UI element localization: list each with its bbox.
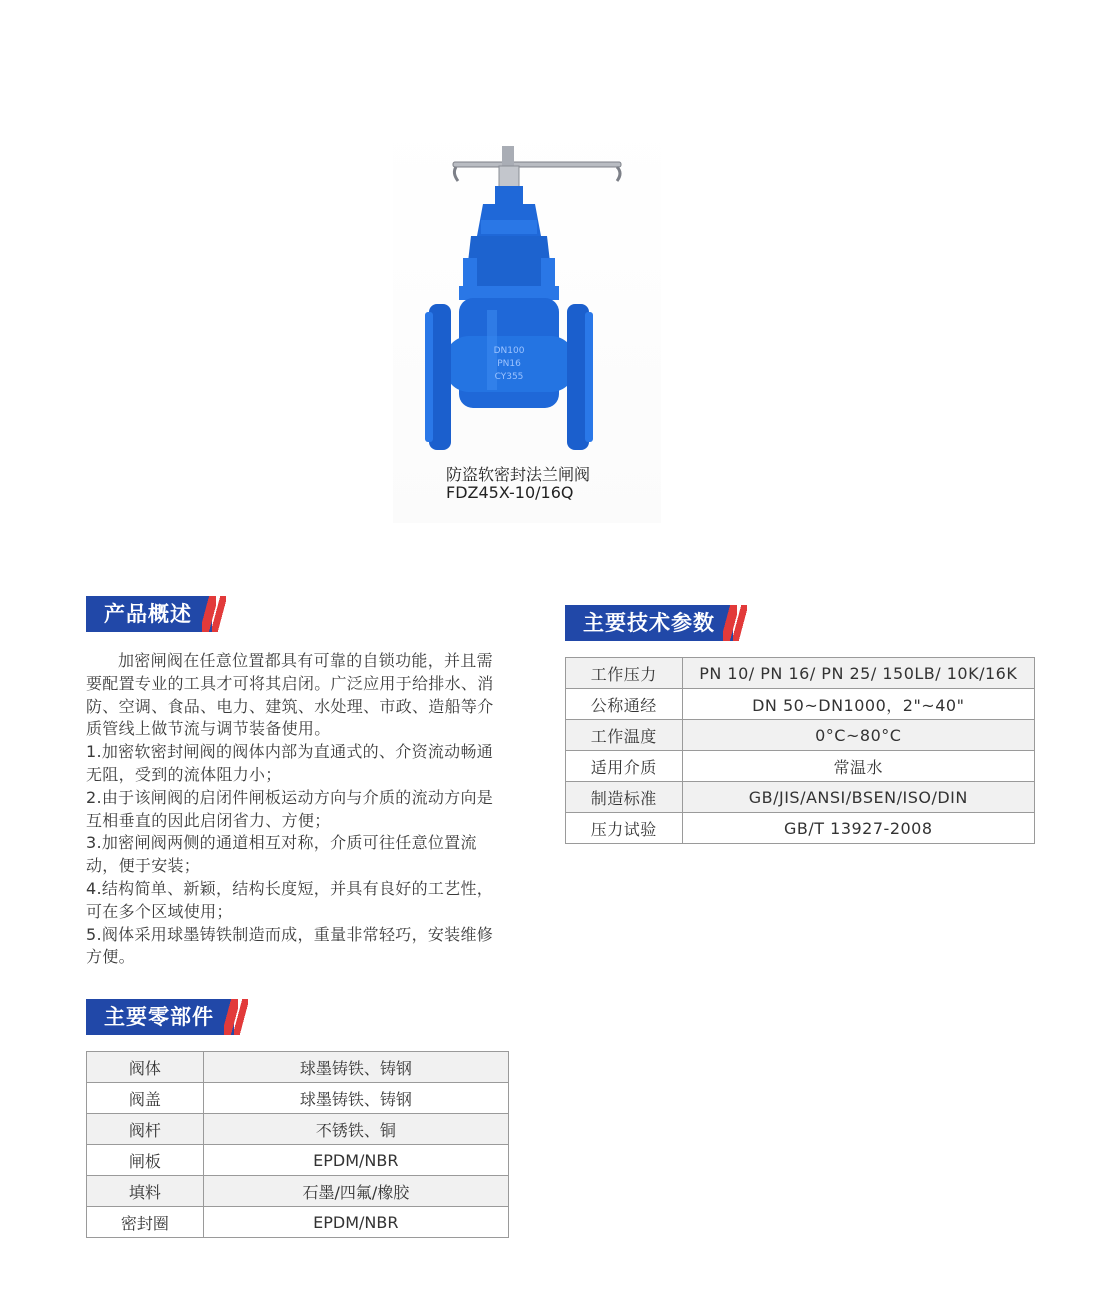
param-name: 工作压力	[566, 658, 683, 689]
table-row	[87, 1083, 509, 1114]
param-name: 制造标准	[566, 782, 683, 813]
param-value: GB/T 13927-2008	[682, 813, 1034, 844]
overview-text	[86, 650, 506, 969]
part-material: EPDM/NBR	[203, 1207, 508, 1238]
param-value: GB/JIS/ANSI/BSEN/ISO/DIN	[682, 782, 1034, 813]
part-name: 阀杆	[87, 1114, 204, 1145]
overview-point: 3.加密闸阀两侧的通道相互对称，介质可往任意位置流动，便于安装；	[86, 833, 477, 876]
table-row	[87, 1052, 509, 1083]
param-name: 公称通经	[566, 689, 683, 720]
param-value: 常温水	[682, 751, 1034, 782]
body-mark-code: CY355	[494, 372, 524, 382]
part-name: 填料	[87, 1176, 204, 1207]
overview-title: 产品概述	[104, 602, 192, 626]
part-material: 不锈铁、铜	[203, 1114, 508, 1145]
params-title: 主要技术参数	[583, 611, 715, 635]
overview-intro: 加密闸阀在任意位置都具有可靠的自锁功能，并且需要配置专业的工具才可将其启闭。广泛应用于给排水、消防、空调、食品、电力、建筑、水处理、市政、造船等介质管线上做节流与调节装备使用。	[86, 651, 494, 739]
table-row	[566, 813, 1035, 844]
overview-point: 5.阀体采用球墨铸铁制造而成，重量非常轻巧，安装维修方便。	[86, 924, 494, 967]
part-name: 闸板	[87, 1145, 204, 1176]
part-material: 球墨铸铁、铸钢	[203, 1052, 508, 1083]
part-name: 阀盖	[87, 1083, 204, 1114]
table-row	[87, 1114, 509, 1145]
table-row	[87, 1145, 509, 1176]
parts-title-tag	[86, 999, 234, 1035]
body-mark-dn: DN100	[493, 346, 525, 356]
param-name: 适用介质	[566, 751, 683, 782]
overview-point: 2.由于该闸阀的启闭件闸板运动方向与介质的流动方向是互相垂直的因此启闭省力、方便；	[86, 787, 494, 830]
table-row	[87, 1176, 509, 1207]
table-row	[566, 782, 1035, 813]
table-row	[87, 1207, 509, 1238]
table-row	[566, 720, 1035, 751]
part-material: 石墨/四氟/橡胶	[203, 1176, 508, 1207]
parts-table	[86, 1051, 509, 1238]
table-row	[566, 689, 1035, 720]
part-material: 球墨铸铁、铸钢	[203, 1083, 508, 1114]
overview-point: 1.加密软密封闸阀的阀体内部为直通式的、介资流动畅通无阻，受到的流体阻力小；	[86, 742, 494, 784]
params-title-tag	[565, 605, 733, 641]
part-name: 阀体	[87, 1052, 204, 1083]
table-row	[566, 751, 1035, 782]
parts-title: 主要零部件	[104, 1005, 214, 1029]
param-value: 0°C~80°C	[682, 720, 1034, 751]
param-value: PN 10/ PN 16/ PN 25/ 150LB/ 10K/16K	[682, 658, 1034, 689]
param-name: 压力试验	[566, 813, 683, 844]
product-caption	[446, 466, 590, 502]
part-name: 密封圈	[87, 1207, 204, 1238]
param-value: DN 50~DN1000，2"~40"	[682, 689, 1034, 720]
product-model: FDZ45X-10/16Q	[446, 483, 574, 502]
body-mark-pn: PN16	[497, 359, 521, 369]
overview-point: 4.结构简单、新颖，结构长度短，并具有良好的工艺性，可在多个区域使用；	[86, 878, 494, 921]
overview-title-tag	[86, 596, 212, 632]
param-name: 工作温度	[566, 720, 683, 751]
params-table	[565, 657, 1035, 844]
table-row	[566, 658, 1035, 689]
part-material: EPDM/NBR	[203, 1145, 508, 1176]
product-name: 防盗软密封法兰闸阀	[446, 465, 591, 484]
gate-valve-image	[423, 140, 635, 458]
